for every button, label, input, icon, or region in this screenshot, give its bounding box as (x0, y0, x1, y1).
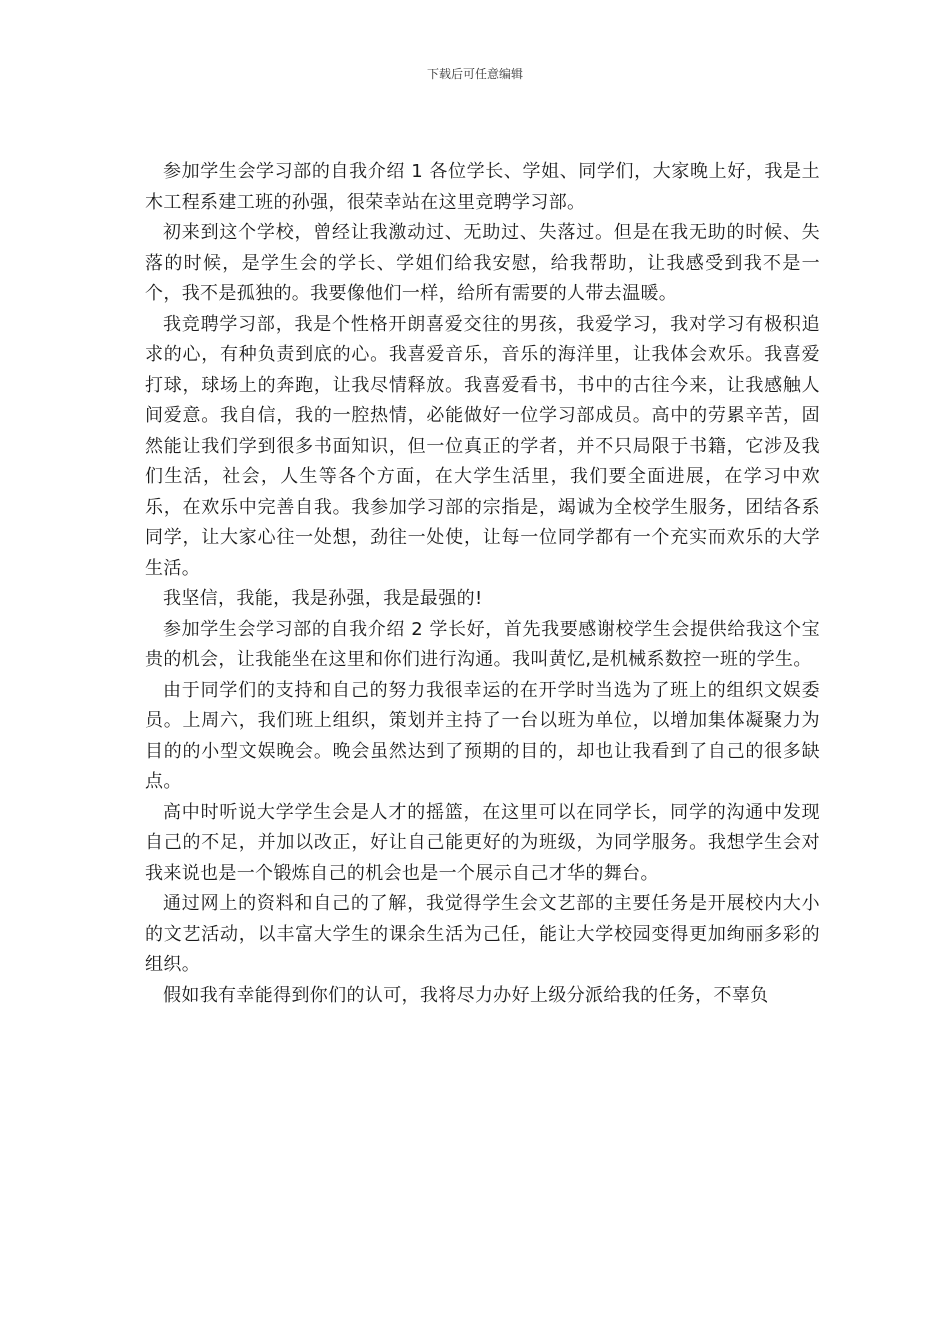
paragraph-1: 参加学生会学习部的自我介绍 1 各位学长、学姐、同学们，大家晚上好，我是土木工程系建工班的孙强，很荣幸站在这里竞聘学习部。 (145, 161, 820, 213)
paragraph-3: 我竞聘学习部，我是个性格开朗喜爱交往的男孩，我爱学习，我对学习有极积追求的心，有种负责到底的心。我喜爱音乐，音乐的海洋里，让我体会欢乐。我喜爱打球，球场上的奔跑，让我尽情释放。我喜爱看书，书中的古往今来，让我感触人间爱意。我自信，我的一腔热情，必能做好一位学习部成员。高中的劳累辛苦，固然能让我们学到很多书面知识，但一位真正的学者，并不只局限于书籍，它涉及我们生活，社会，人生等各个方面，在大学生活里，我们要全面进展，在学习中欢乐，在欢乐中完善自我。我参加学习部的宗指是，竭诚为全校学生服务，团结各系同学，让大家心往一处想，劲往一处使，让每一位同学都有一个充实而欢乐的大学生活。 (145, 313, 820, 579)
paragraph-5: 参加学生会学习部的自我介绍 2 学长好，首先我要感谢校学生会提供给我这个宝贵的机会，让我能坐在这里和你们进行沟通。我叫黄忆,是机械系数控一班的学生。 (145, 618, 820, 670)
paragraph-6: 由于同学们的支持和自己的努力我很幸运的在开学时当选为了班上的组织文娱委员。上周六，我们班上组织，策划并主持了一台以班为单位，以增加集体凝聚力为目的的小型文娱晚会。晚会虽然达到了预期的目的，却也让我看到了自己的很多缺点。 (145, 679, 820, 792)
document-body (145, 157, 820, 1011)
paragraph-9: 假如我有幸能得到你们的认可，我将尽力办好上级分派给我的任务，不辜负 (163, 984, 769, 1006)
paragraph-7: 高中时听说大学学生会是人才的摇篮，在这里可以在同学长，同学的沟通中发现自己的不足，并加以改正，好让自己能更好的为班级，为同学服务。我想学生会对我来说也是一个锻炼自己的机会也是一个展示自己才华的舞台。 (145, 801, 820, 884)
page-header: 下载后可任意编辑 (426, 67, 523, 81)
paragraph-2: 初来到这个学校，曾经让我激动过、无助过、失落过。但是在我无助的时候、失落的时候，是学生会的学长、学姐们给我安慰，给我帮助，让我感受到我不是一个，我不是孤独的。我要像他们一样，给所有需要的人带去温暖。 (145, 222, 820, 304)
paragraph-8: 通过网上的资料和自己的了解，我觉得学生会文艺部的主要任务是开展校内大小的文艺活动，以丰富大学生的课余生活为己任，能让大学校园变得更加绚丽多彩的组织。 (145, 893, 820, 975)
paragraph-4: 我坚信，我能，我是孙强，我是最强的! (163, 588, 483, 609)
